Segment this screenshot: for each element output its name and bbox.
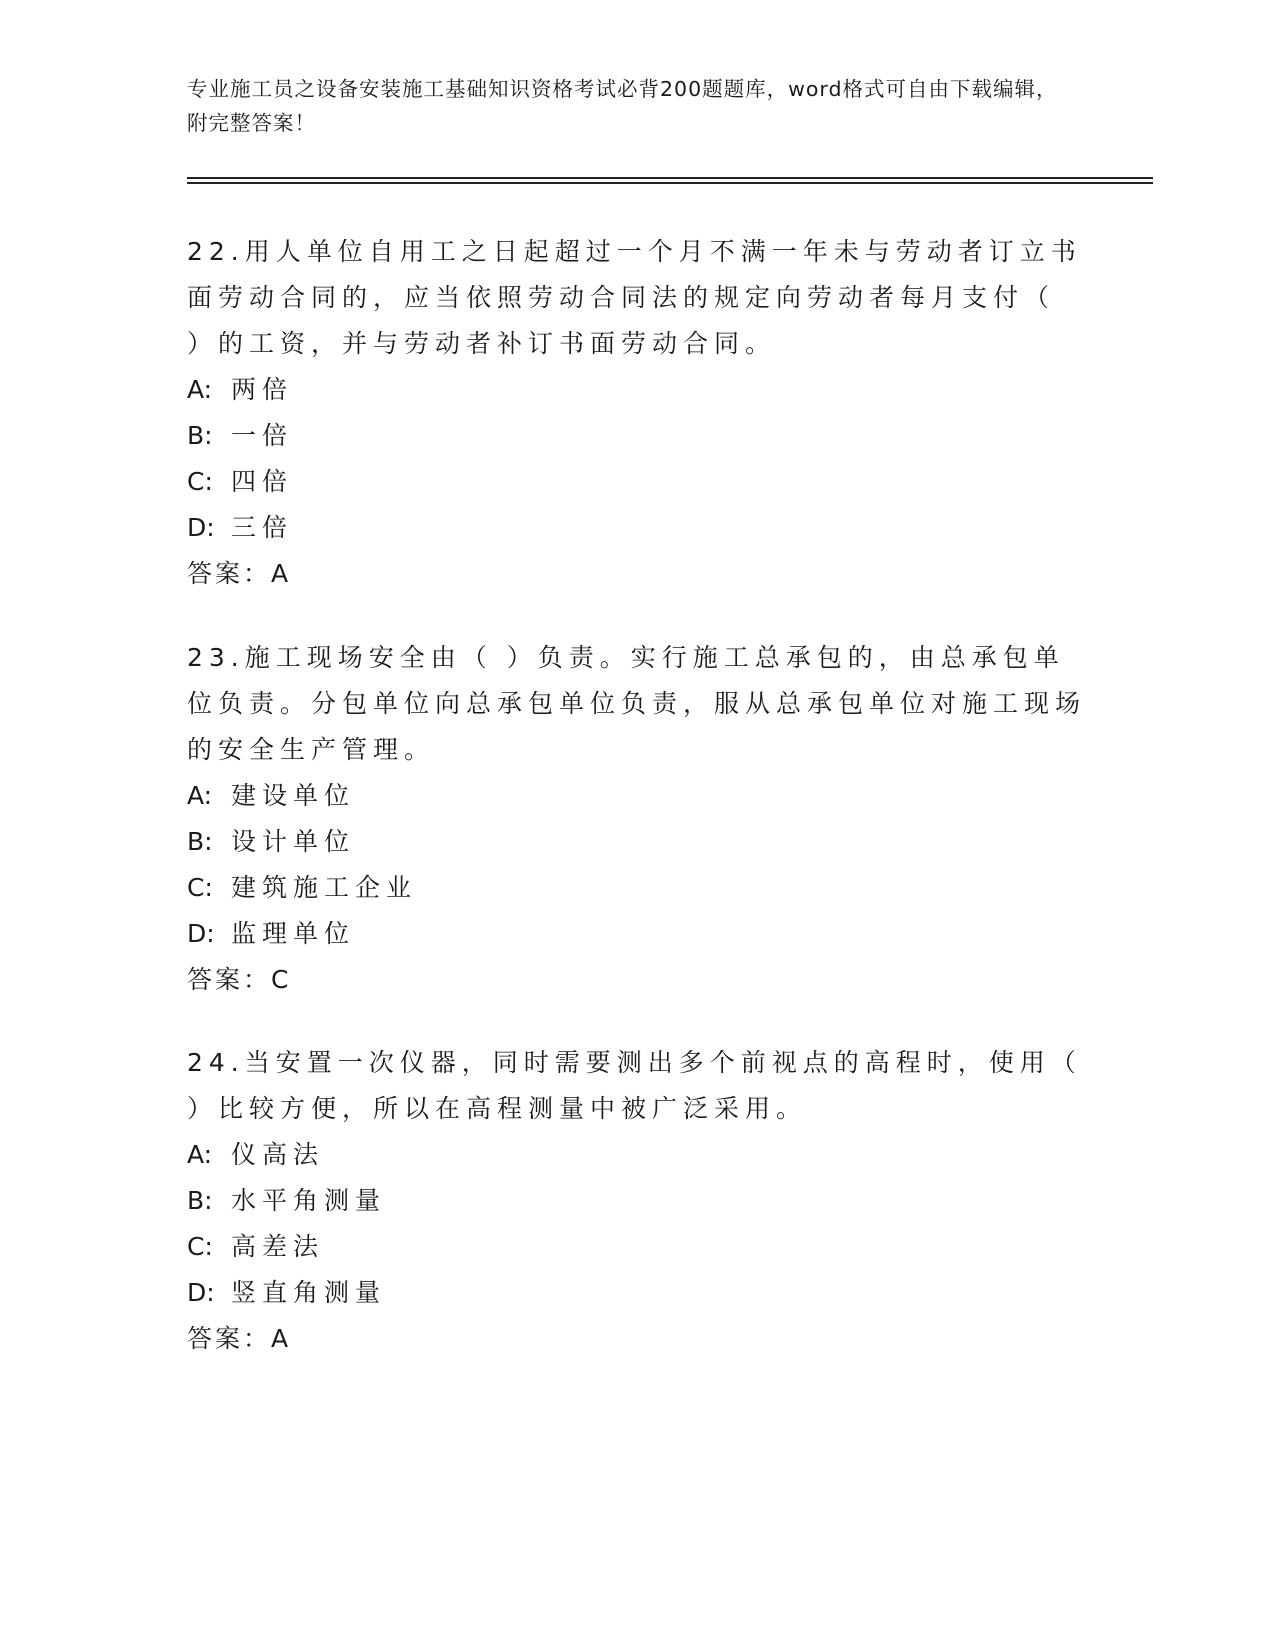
question-stem: 22.用人单位自用工之日起超过一个月不满一年未与劳动者订立书面劳动合同的，应当依照劳动合同法的规定向劳动者每月支付（ ）的工资，并与劳动者补订书面劳动合同。 xyxy=(187,237,1082,358)
option-c xyxy=(187,865,1087,911)
option-text: 三倍 xyxy=(231,513,294,542)
option-letter: A: xyxy=(187,781,213,810)
option-letter: A: xyxy=(187,375,213,404)
option-letter: B: xyxy=(187,1186,213,1215)
answer: 答案：A xyxy=(187,1324,292,1353)
option-text: 竖直角测量 xyxy=(231,1278,387,1307)
option-d xyxy=(187,505,1087,551)
question-23 xyxy=(187,635,1087,1003)
answer: 答案：A xyxy=(187,559,292,588)
option-c xyxy=(187,1224,1087,1270)
option-letter: D: xyxy=(187,1278,215,1307)
option-a xyxy=(187,773,1087,819)
option-text: 一倍 xyxy=(231,421,294,450)
option-letter: A: xyxy=(187,1140,213,1169)
option-d xyxy=(187,911,1087,957)
header-divider-bottom xyxy=(187,182,1153,184)
option-letter: D: xyxy=(187,919,215,948)
header-divider-top xyxy=(187,177,1153,179)
option-text: 两倍 xyxy=(231,375,294,404)
header-text: 专业施工员之设备安装施工基础知识资格考试必背200题题库，word格式可自由下载编辑，附完整答案！ xyxy=(187,77,1058,135)
option-a xyxy=(187,367,1087,413)
option-letter: B: xyxy=(187,421,213,450)
option-text: 仪高法 xyxy=(231,1140,325,1169)
option-text: 水平角测量 xyxy=(231,1186,387,1215)
option-text: 四倍 xyxy=(231,467,294,496)
option-text: 设计单位 xyxy=(231,827,356,856)
option-letter: B: xyxy=(187,827,213,856)
option-letter: C: xyxy=(187,1232,213,1261)
question-stem: 23.施工现场安全由（ ）负责。实行施工总承包的，由总承包单位负责。分包单位向总承包单位负责，服从总承包单位对施工现场的安全生产管理。 xyxy=(187,643,1087,764)
option-letter: D: xyxy=(187,513,215,542)
option-b xyxy=(187,1178,1087,1224)
document-header xyxy=(187,72,1067,140)
option-text: 建设单位 xyxy=(231,781,356,810)
option-c xyxy=(187,459,1087,505)
option-d xyxy=(187,1270,1087,1316)
question-stem: 24.当安置一次仪器，同时需要测出多个前视点的高程时，使用（ ）比较方便，所以在高程测量中被广泛采用。 xyxy=(187,1048,1082,1123)
option-b xyxy=(187,413,1087,459)
option-letter: C: xyxy=(187,873,213,902)
option-letter: C: xyxy=(187,467,213,496)
answer: 答案：C xyxy=(187,965,292,994)
question-24 xyxy=(187,1040,1087,1362)
question-22 xyxy=(187,229,1087,597)
option-a xyxy=(187,1132,1087,1178)
option-text: 高差法 xyxy=(231,1232,325,1261)
option-b xyxy=(187,819,1087,865)
option-text: 监理单位 xyxy=(231,919,356,948)
option-text: 建筑施工企业 xyxy=(231,873,418,902)
